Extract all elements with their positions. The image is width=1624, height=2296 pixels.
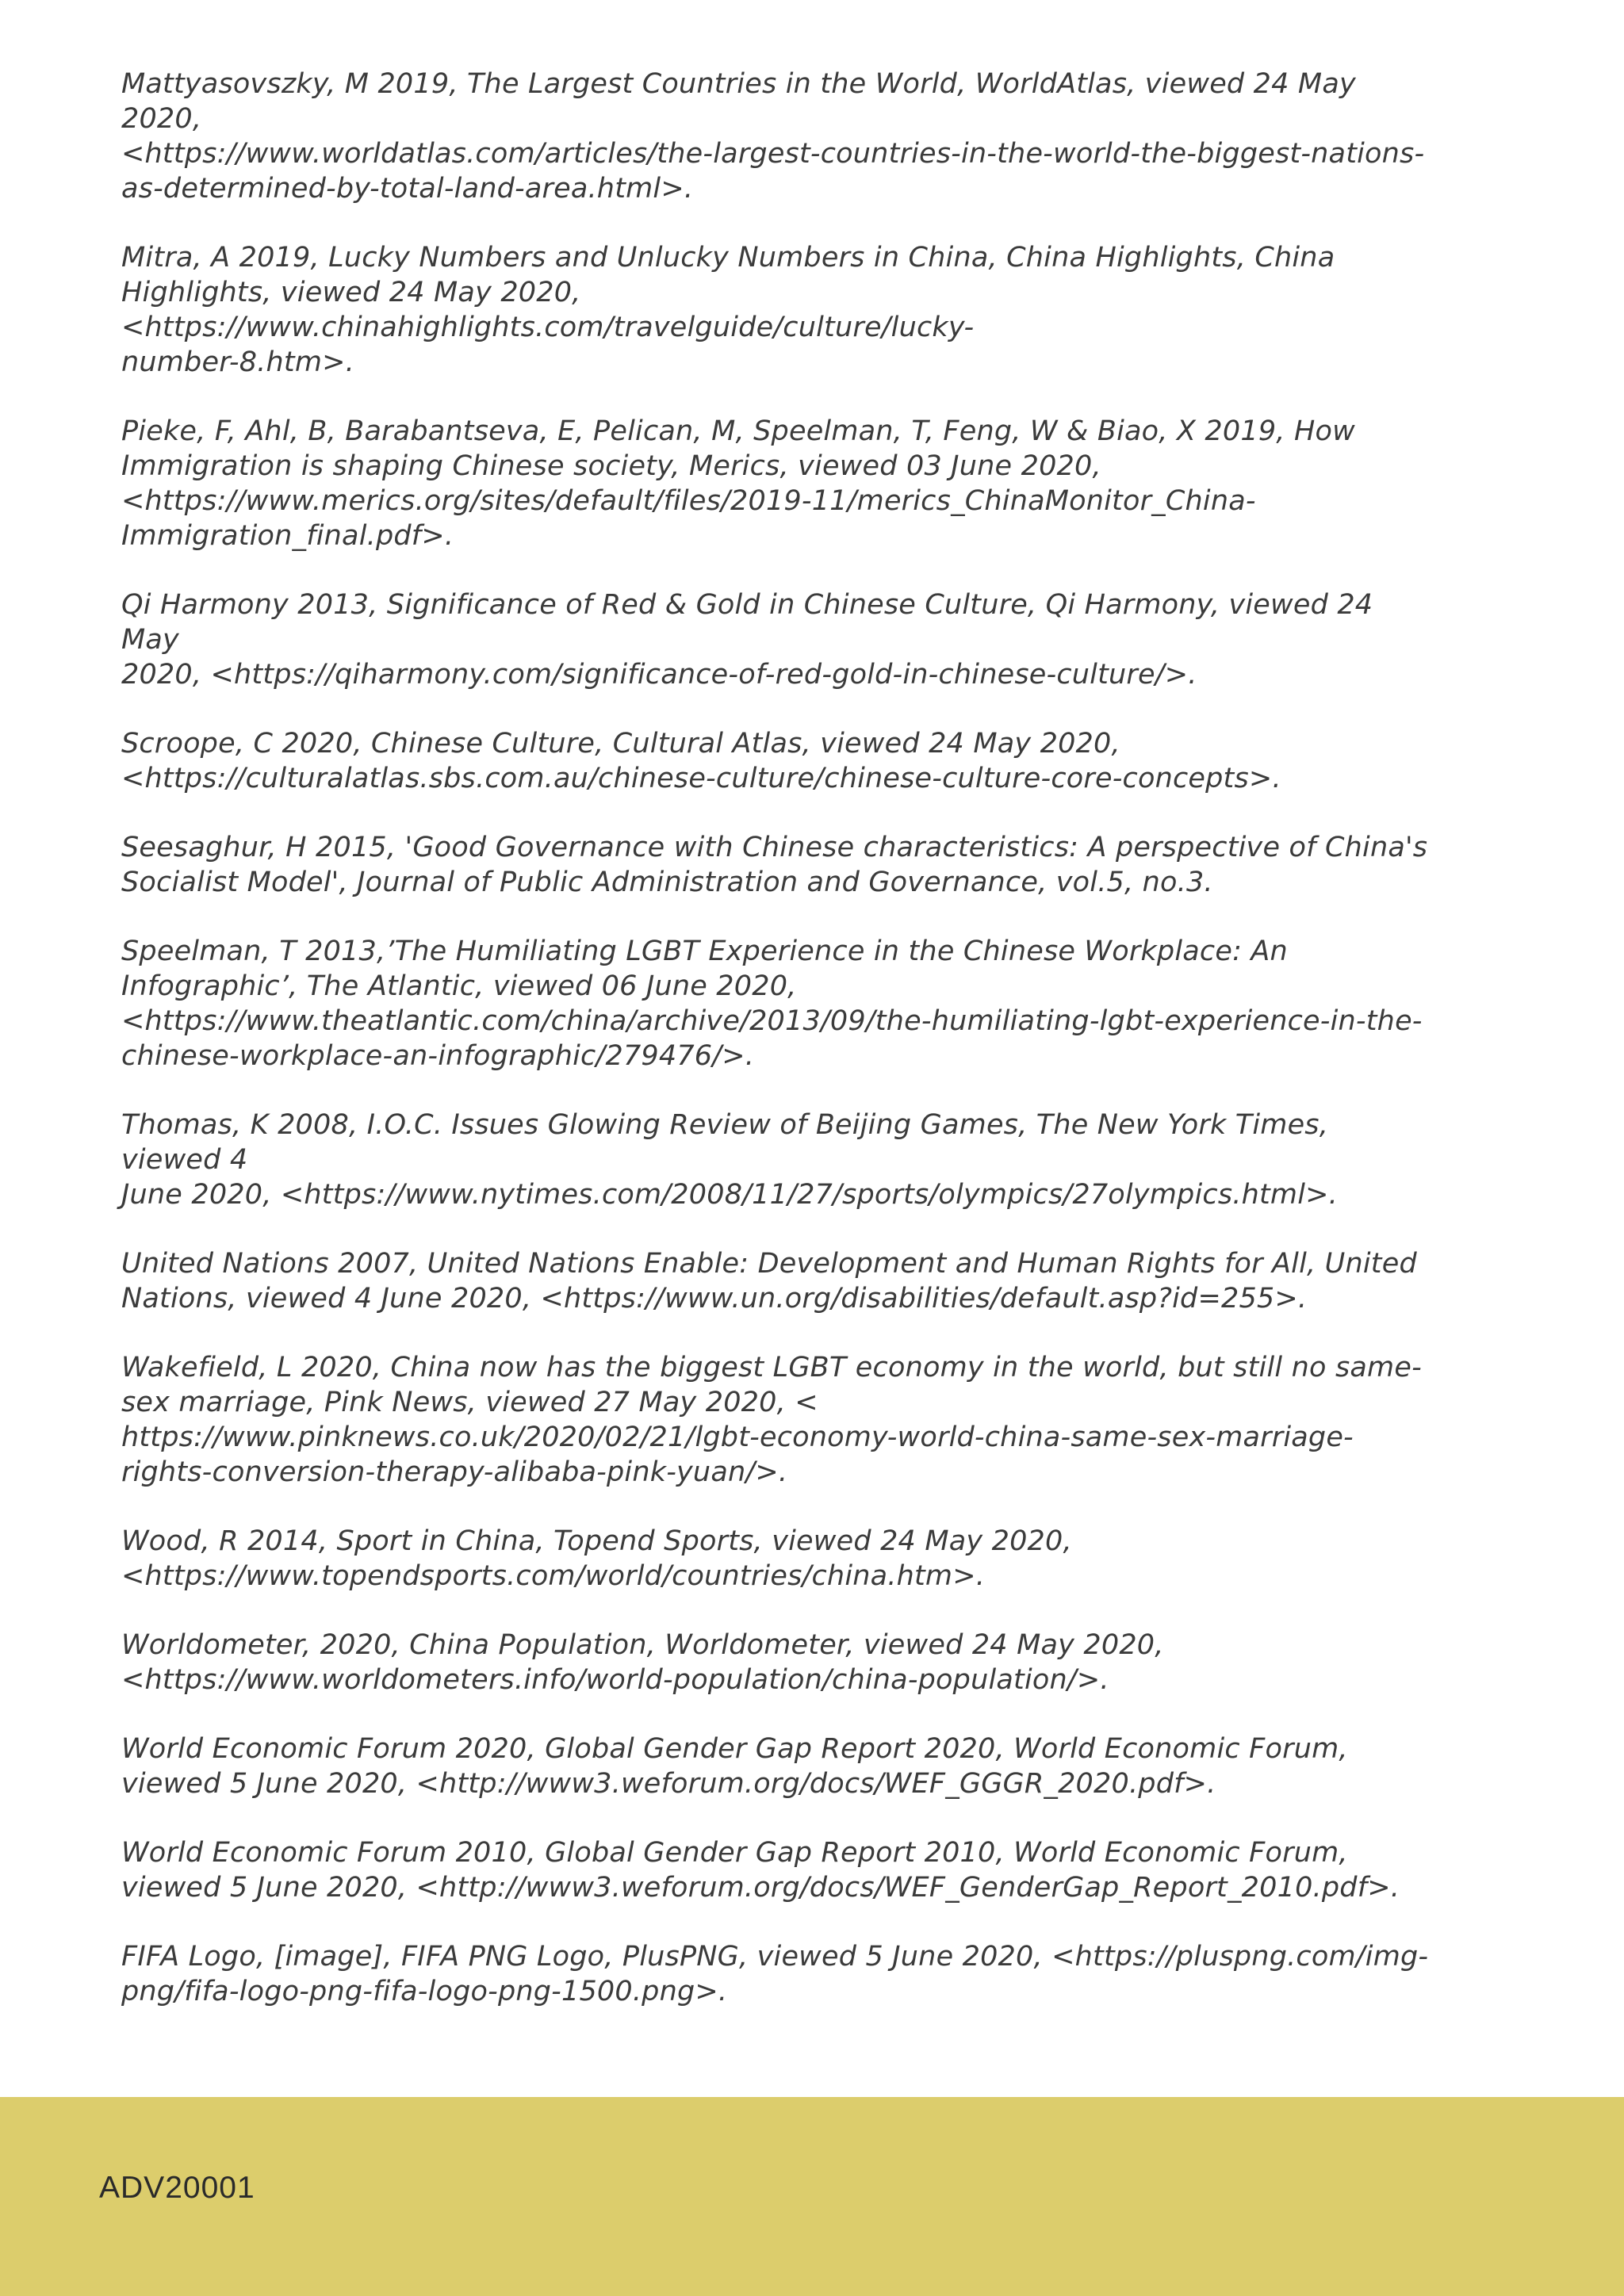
reference-entry: Thomas, K 2008, I.O.C. Issues Glowing Review of Beijing Games, The New York Times, viewed 4 June 2020, <https://www.nytimes.com/2008/11/27/sports/olympics/27olympics.html>. (121, 1109, 1338, 1211)
reference-entry: United Nations 2007, United Nations Enable: Development and Human Rights for All, United Nations, viewed 4 June 2020, <https://www.un.org/disabilities/default.asp?id=255>. (121, 1248, 1417, 1314)
reference-entry: World Economic Forum 2010, Global Gender Gap Report 2010, World Economic Forum, viewed 5 June 2020, <http://www3.weforum.org/docs/WEF_GenderGap_Report_2010.pdf>. (121, 1837, 1400, 1904)
reference-entry: Pieke, F, Ahl, B, Barabantseva, E, Pelican, M, Speelman, T, Feng, W & Biao, X 2019, How Immigration is shaping Chinese society, Merics, viewed 03 June 2020, <https://www.merics.org/sites/default/files/2019-11/merics_ChinaMonitor_China- Immigration_final.pdf>. (121, 415, 1355, 552)
reference-entry: Speelman, T 2013,’The Humiliating LGBT Experience in the Chinese Workplace: An Infographic’, The Atlantic, viewed 06 June 2020, <https://www.theatlantic.com/china/archive/2013/09/the-humiliating-lgbt-experience-in-the- chinese-workplace-an-infographic/279476/>. (121, 936, 1423, 1072)
reference-entry: Mitra, A 2019, Lucky Numbers and Unlucky Numbers in China, China Highlights, China Highlights, viewed 24 May 2020, <https://www.chinahighlights.com/travelguide/culture/lucky- number-8.htm>. (121, 242, 1335, 378)
footer-course-code: ADV20001 (99, 2171, 255, 2205)
reference-entry: Mattyasovszky, M 2019, The Largest Countries in the World, WorldAtlas, viewed 24 May 2020, <https://www.worldatlas.com/articles/the-largest-countries-in-the-world-the-biggest-nations- as-determined-by-total-land-area.html>. (121, 68, 1425, 205)
reference-entry: Scroope, C 2020, Chinese Culture, Cultural Atlas, viewed 24 May 2020, <https://culturalatlas.sbs.com.au/chinese-culture/chinese-culture-core-concepts>. (121, 728, 1281, 794)
reference-entry: World Economic Forum 2020, Global Gender Gap Report 2020, World Economic Forum, viewed 5 June 2020, <http://www3.weforum.org/docs/WEF_GGGR_2020.pdf>. (121, 1733, 1348, 1800)
reference-entry: Wakefield, L 2020, China now has the biggest LGBT economy in the world, but still no same- sex marriage, Pink News, viewed 27 May 2020, < https://www.pinknews.co.uk/2020/02/21/lgbt-economy-world-china-same-sex-marriage- rights-conversion-therapy-alibaba-pink-yuan/>. (121, 1352, 1422, 1488)
reference-entry: Seesaghur, H 2015, 'Good Governance with Chinese characteristics: A perspective of China's Socialist Model', Journal of Public Administration and Governance, vol.5, no.3. (121, 832, 1428, 898)
reference-entry: Wood, R 2014, Sport in China, Topend Sports, viewed 24 May 2020, <https://www.topendsports.com/world/countries/china.htm>. (121, 1525, 1072, 1592)
reference-entry: Qi Harmony 2013, Significance of Red & Gold in Chinese Culture, Qi Harmony, viewed 24 May 2020, <https://qiharmony.com/significance-of-red-gold-in-chinese-culture/>. (121, 589, 1373, 691)
reference-entry: FIFA Logo, [image], FIFA PNG Logo, PlusPNG, viewed 5 June 2020, <https://pluspng.com/img- png/fifa-logo-png-fifa-logo-png-1500.png>. (121, 1941, 1429, 2007)
reference-entry: Worldometer, 2020, China Population, Worldometer, viewed 24 May 2020, <https://www.worldometers.info/world-population/china-population/>. (121, 1629, 1164, 1696)
reference-list (121, 67, 1430, 2043)
